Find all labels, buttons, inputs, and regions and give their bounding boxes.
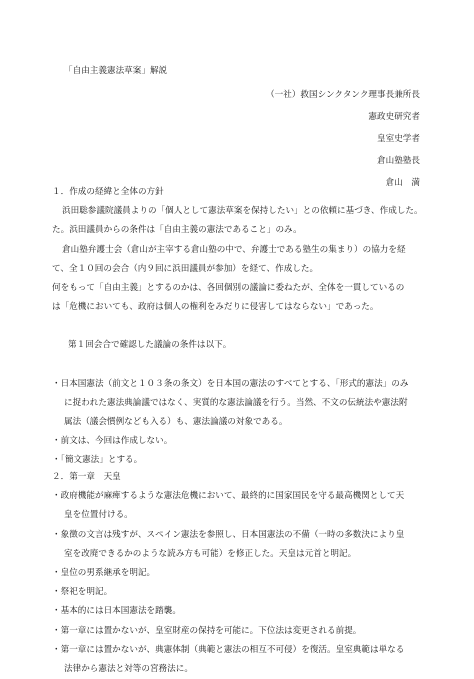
paragraph-line: は「危機においても、政府は個人の権利をみだりに侵害してはならない」であった。 bbox=[52, 302, 379, 313]
condition-item: ・「簡文憲法」とする。 bbox=[52, 455, 143, 466]
paragraph-line: 倉山塾弁護士会（倉山が主宰する倉山塾の中で、弁護士である塾生の集まり）の協力を経 bbox=[62, 244, 406, 255]
list-item: ・基本的には日本国憲法を踏襲。 bbox=[52, 606, 181, 617]
list-item-line: 室を改廃できるかのような読み方も可能）を修正した。天皇は元首と明記。 bbox=[64, 548, 357, 559]
author-affiliation: （一社）救国シンクタンク理事長兼所長 bbox=[266, 90, 420, 100]
list-item-line: ・政府機能が麻痺するような憲法危機において、最終的に国家国民を守る最高機関として天 bbox=[52, 491, 405, 502]
document-title: 「自由主義憲法草案」解説 bbox=[64, 66, 168, 76]
paragraph-line: 浜田聡参議院議員よりの「個人として憲法草案を保持したい」との依頼に基づき、作成した。 bbox=[62, 206, 423, 217]
section-1-heading: １．作成の経緯と全体の方針 bbox=[52, 187, 164, 197]
list-item-line: 法律から憲法と対等の宮務法に。 bbox=[64, 664, 193, 675]
condition-item: ・前文は、今回は作成しない。 bbox=[52, 436, 173, 447]
list-item: ・皇位の男系継承を明記。 bbox=[52, 568, 156, 579]
condition-item-line: に捉われた憲法典論議ではなく、実質的な憲法論議を行う。当然、不文の伝統法や憲法附 bbox=[64, 397, 408, 408]
condition-item-line: ・日本国憲法（前文と１０３条の条文）を日本国の憲法のすべてとする、「形式的憲法」のみ bbox=[52, 378, 409, 389]
author-block bbox=[266, 84, 420, 194]
conditions-intro: 第１回会合で確認した議論の条件は以下。 bbox=[68, 340, 232, 351]
section-2-heading: ２．第一章 天皇 bbox=[52, 472, 121, 482]
section-2 bbox=[52, 468, 420, 679]
list-item-line: 皇を位置付ける。 bbox=[64, 510, 133, 521]
section-1 bbox=[52, 183, 423, 471]
list-item: ・祭祀を明記。 bbox=[52, 587, 113, 598]
author-role-imperial-scholar: 皇室史学者 bbox=[377, 134, 420, 144]
paragraph-line: て、全１０回の会合（内９回に浜田議員が参加）を経て、作成した。 bbox=[52, 263, 319, 274]
condition-item-line: 属法（議会慣例なども入る）も、憲法論議の対象である。 bbox=[64, 417, 288, 428]
list-item-line: ・象徴の文言は残すが、スペイン憲法を参照し、日本国憲法の不備（一時の多数決により皇 bbox=[52, 529, 405, 540]
author-name: 倉山 満 bbox=[385, 178, 420, 188]
list-item-line: ・第一章には置かないが、典憲体制（典範と憲法の相互不可侵）を復活。皇室典範は単なる bbox=[52, 644, 405, 655]
author-role-historian: 憲政史研究者 bbox=[368, 112, 420, 122]
author-role-school-head: 倉山塾塾長 bbox=[377, 156, 420, 166]
list-item: ・第一章には置かないが、皇室財産の保持を可能に。下位法は変更される前提。 bbox=[52, 625, 362, 636]
paragraph-line: た。浜田議員からの条件は「自由主義の憲法であること」のみ。 bbox=[52, 225, 302, 236]
paragraph-line: 何をもって「自由主義」とするのかは、各回個別の議論に委ねたが、全体を一貫しているの bbox=[52, 283, 405, 294]
